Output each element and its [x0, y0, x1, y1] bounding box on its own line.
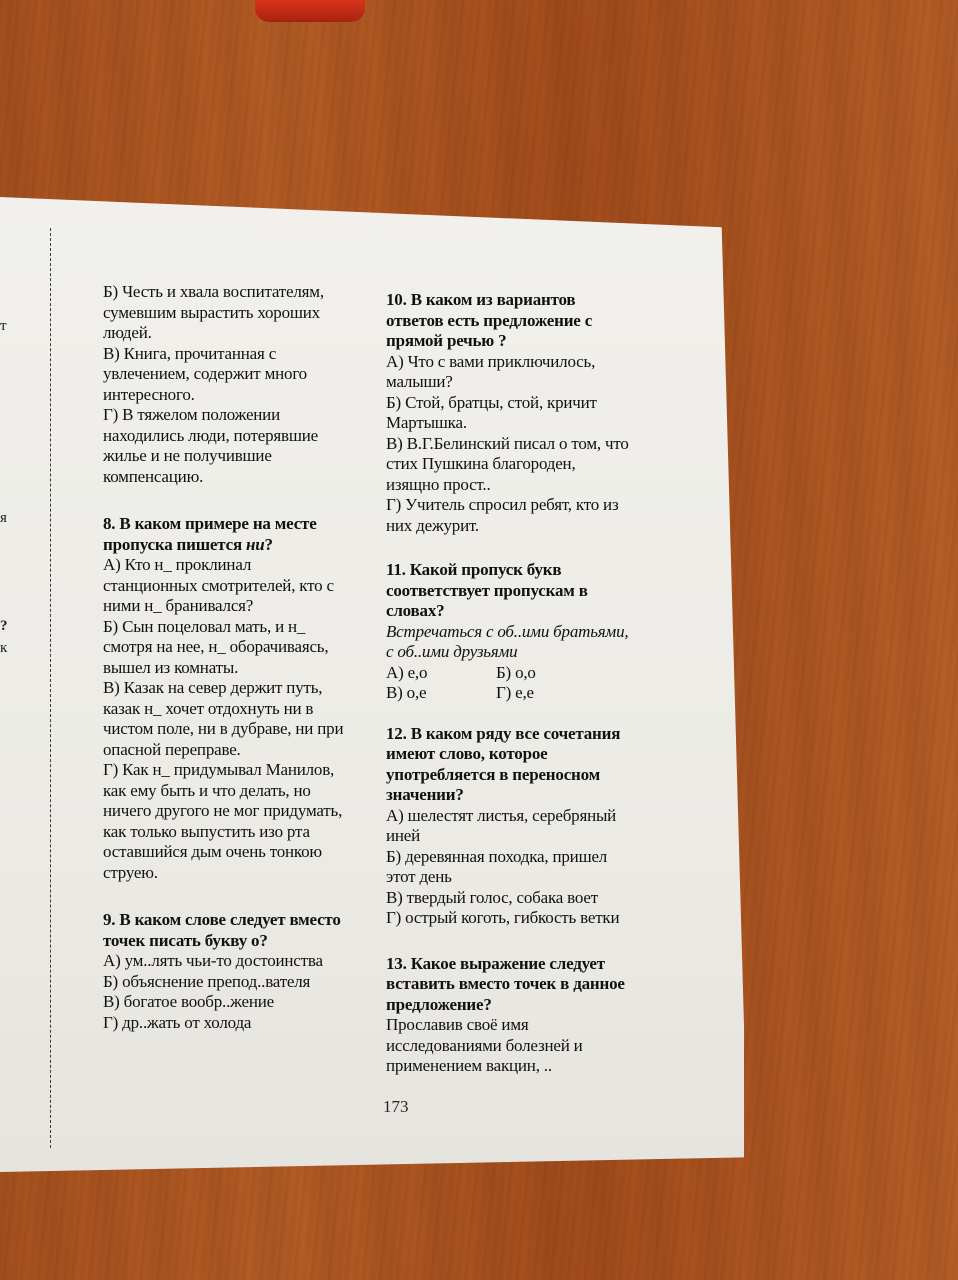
margin-mark: т	[0, 318, 7, 334]
question-12-title: значении?	[386, 785, 464, 804]
option-line: Б) Стой, братцы, стой, кричит	[386, 392, 597, 412]
option-line: вышел из комнаты.	[103, 657, 239, 677]
option-line: Б) деревянная походка, пришел	[386, 846, 608, 866]
question-12-title: имеют слово, которое	[386, 744, 548, 763]
option-line: стих Пушкина благороден,	[386, 454, 576, 473]
task-words: с об..ими друзьями	[386, 642, 518, 661]
title-part: пропуска пишется	[103, 534, 246, 554]
question-11-title: соответствует пропускам в	[386, 580, 588, 600]
margin-mark: я	[0, 510, 7, 526]
title-end: ?	[264, 534, 273, 554]
text-line: находились люди, потерявшие	[103, 425, 318, 445]
question-8-title: 8. В каком примере на месте	[103, 514, 317, 533]
text-line: увлечением, содержит много	[103, 364, 307, 383]
option-row	[386, 663, 666, 684]
right-column	[386, 290, 666, 1077]
question-13-title: 13. Какое выражение следует	[386, 953, 605, 973]
option: Б) о,о	[496, 662, 536, 682]
option-line: Б) Сын поцеловал мать, и н_	[103, 616, 306, 636]
option-line: А) ум..лять чьи-то достоинства	[103, 951, 323, 970]
option-line: малыши?	[386, 372, 453, 391]
option-line: В) богатое вообр..жение	[103, 992, 274, 1011]
question-9-title: точек писать букву о?	[103, 930, 268, 950]
text-line: В) Книга, прочитанная с	[103, 343, 277, 363]
question-12	[386, 724, 666, 929]
question-9-title: 9. В каком слове следует вместо	[103, 910, 341, 929]
question-8-title	[103, 535, 378, 556]
question-11-title: словах?	[386, 601, 445, 620]
option-line: Г) Учитель спросил ребят, кто из	[386, 495, 619, 514]
option-line: Мартышка.	[386, 413, 467, 432]
option-line: этот день	[386, 867, 452, 886]
question-10-title: ответов есть предложение с	[386, 310, 593, 330]
option-line: казак н_ хочет отдохнуть ни в	[103, 698, 314, 718]
option-line: струею.	[103, 862, 158, 882]
text-line: людей.	[103, 323, 152, 342]
question-13	[386, 954, 666, 1077]
question-13-title: предложение?	[386, 994, 492, 1014]
option-line: изящно прост..	[386, 474, 491, 494]
option-line: как только выпустить изо рта	[103, 821, 310, 841]
text-line: исследованиями болезней и	[386, 1035, 583, 1055]
option-line: смотря на нее, н_ оборачиваясь,	[103, 637, 329, 656]
option: А) е,о	[386, 662, 428, 682]
option-line: В) В.Г.Белинский писал о том, что	[386, 433, 629, 453]
question-11-title: 11. Какой пропуск букв	[386, 560, 562, 579]
option-line: них дежурит.	[386, 515, 479, 535]
text-line: Б) Честь и хвала воспитателям,	[103, 282, 324, 301]
page-number: 173	[383, 1097, 409, 1116]
option-line: станционных смотрителей, кто с	[103, 575, 334, 595]
option-line: А) Что с вами приключилось,	[386, 351, 596, 371]
option-line: как ему быть и что делать, но	[103, 780, 311, 800]
text-line: Г) В тяжелом положении	[103, 405, 280, 424]
option-line: В) твердый голос, собака воет	[386, 887, 598, 907]
option-line: ничего другого не мог придумать,	[103, 801, 343, 820]
margin-mark: ?	[0, 618, 8, 634]
fold-line	[50, 228, 51, 1148]
option-line: Г) Как н_ придумывал Манилов,	[103, 760, 335, 779]
option-row	[386, 683, 666, 704]
text-line: сумевшим вырастить хороших	[103, 302, 320, 322]
question-7-continuation	[103, 282, 378, 487]
option-line: чистом поле, ни в дубраве, ни при	[103, 719, 344, 738]
question-11	[386, 560, 666, 704]
text-line: Прославив своё имя	[386, 1015, 529, 1034]
text-line: применением вакцин, ..	[386, 1056, 552, 1075]
margin-mark: к	[0, 640, 8, 656]
option-line: оставшийся дым очень тонкою	[103, 842, 322, 861]
red-object	[255, 0, 365, 22]
question-13-title: вставить вместо точек в данное	[386, 974, 625, 993]
option-line: А) шелестят листья, серебряный	[386, 805, 617, 825]
option-line: Г) др..жать от холода	[103, 1012, 252, 1032]
text-line: компенсацию.	[103, 466, 204, 486]
option: Г) е,е	[496, 683, 534, 702]
question-12-title: 12. В каком ряду все сочетания	[386, 723, 621, 743]
question-10-title: 10. В каком из вариантов	[386, 290, 576, 309]
option-line: А) Кто н_ проклинал	[103, 555, 252, 574]
option-line: Б) объяснение препод..вателя	[103, 971, 311, 991]
left-column	[103, 282, 378, 1033]
task-words: Встречаться с об..ими братьями,	[386, 621, 629, 641]
question-10	[386, 290, 666, 536]
option-line: В) Казак на север держит путь,	[103, 678, 323, 697]
text-line: интересного.	[103, 384, 195, 404]
option-line: ними н_ бранивался?	[103, 596, 254, 615]
title-italic: ни	[246, 534, 265, 554]
option-line: опасной переправе.	[103, 739, 241, 759]
option: В) о,е	[386, 683, 427, 702]
question-12-title: употребляется в переносном	[386, 764, 600, 784]
option-line: иней	[386, 826, 421, 845]
question-8	[103, 514, 378, 883]
question-9	[103, 910, 378, 1033]
text-line: жилье и не получившие	[103, 446, 272, 465]
question-10-title: прямой речью ?	[386, 331, 507, 350]
option-line: Г) острый коготь, гибкость ветки	[386, 908, 620, 927]
